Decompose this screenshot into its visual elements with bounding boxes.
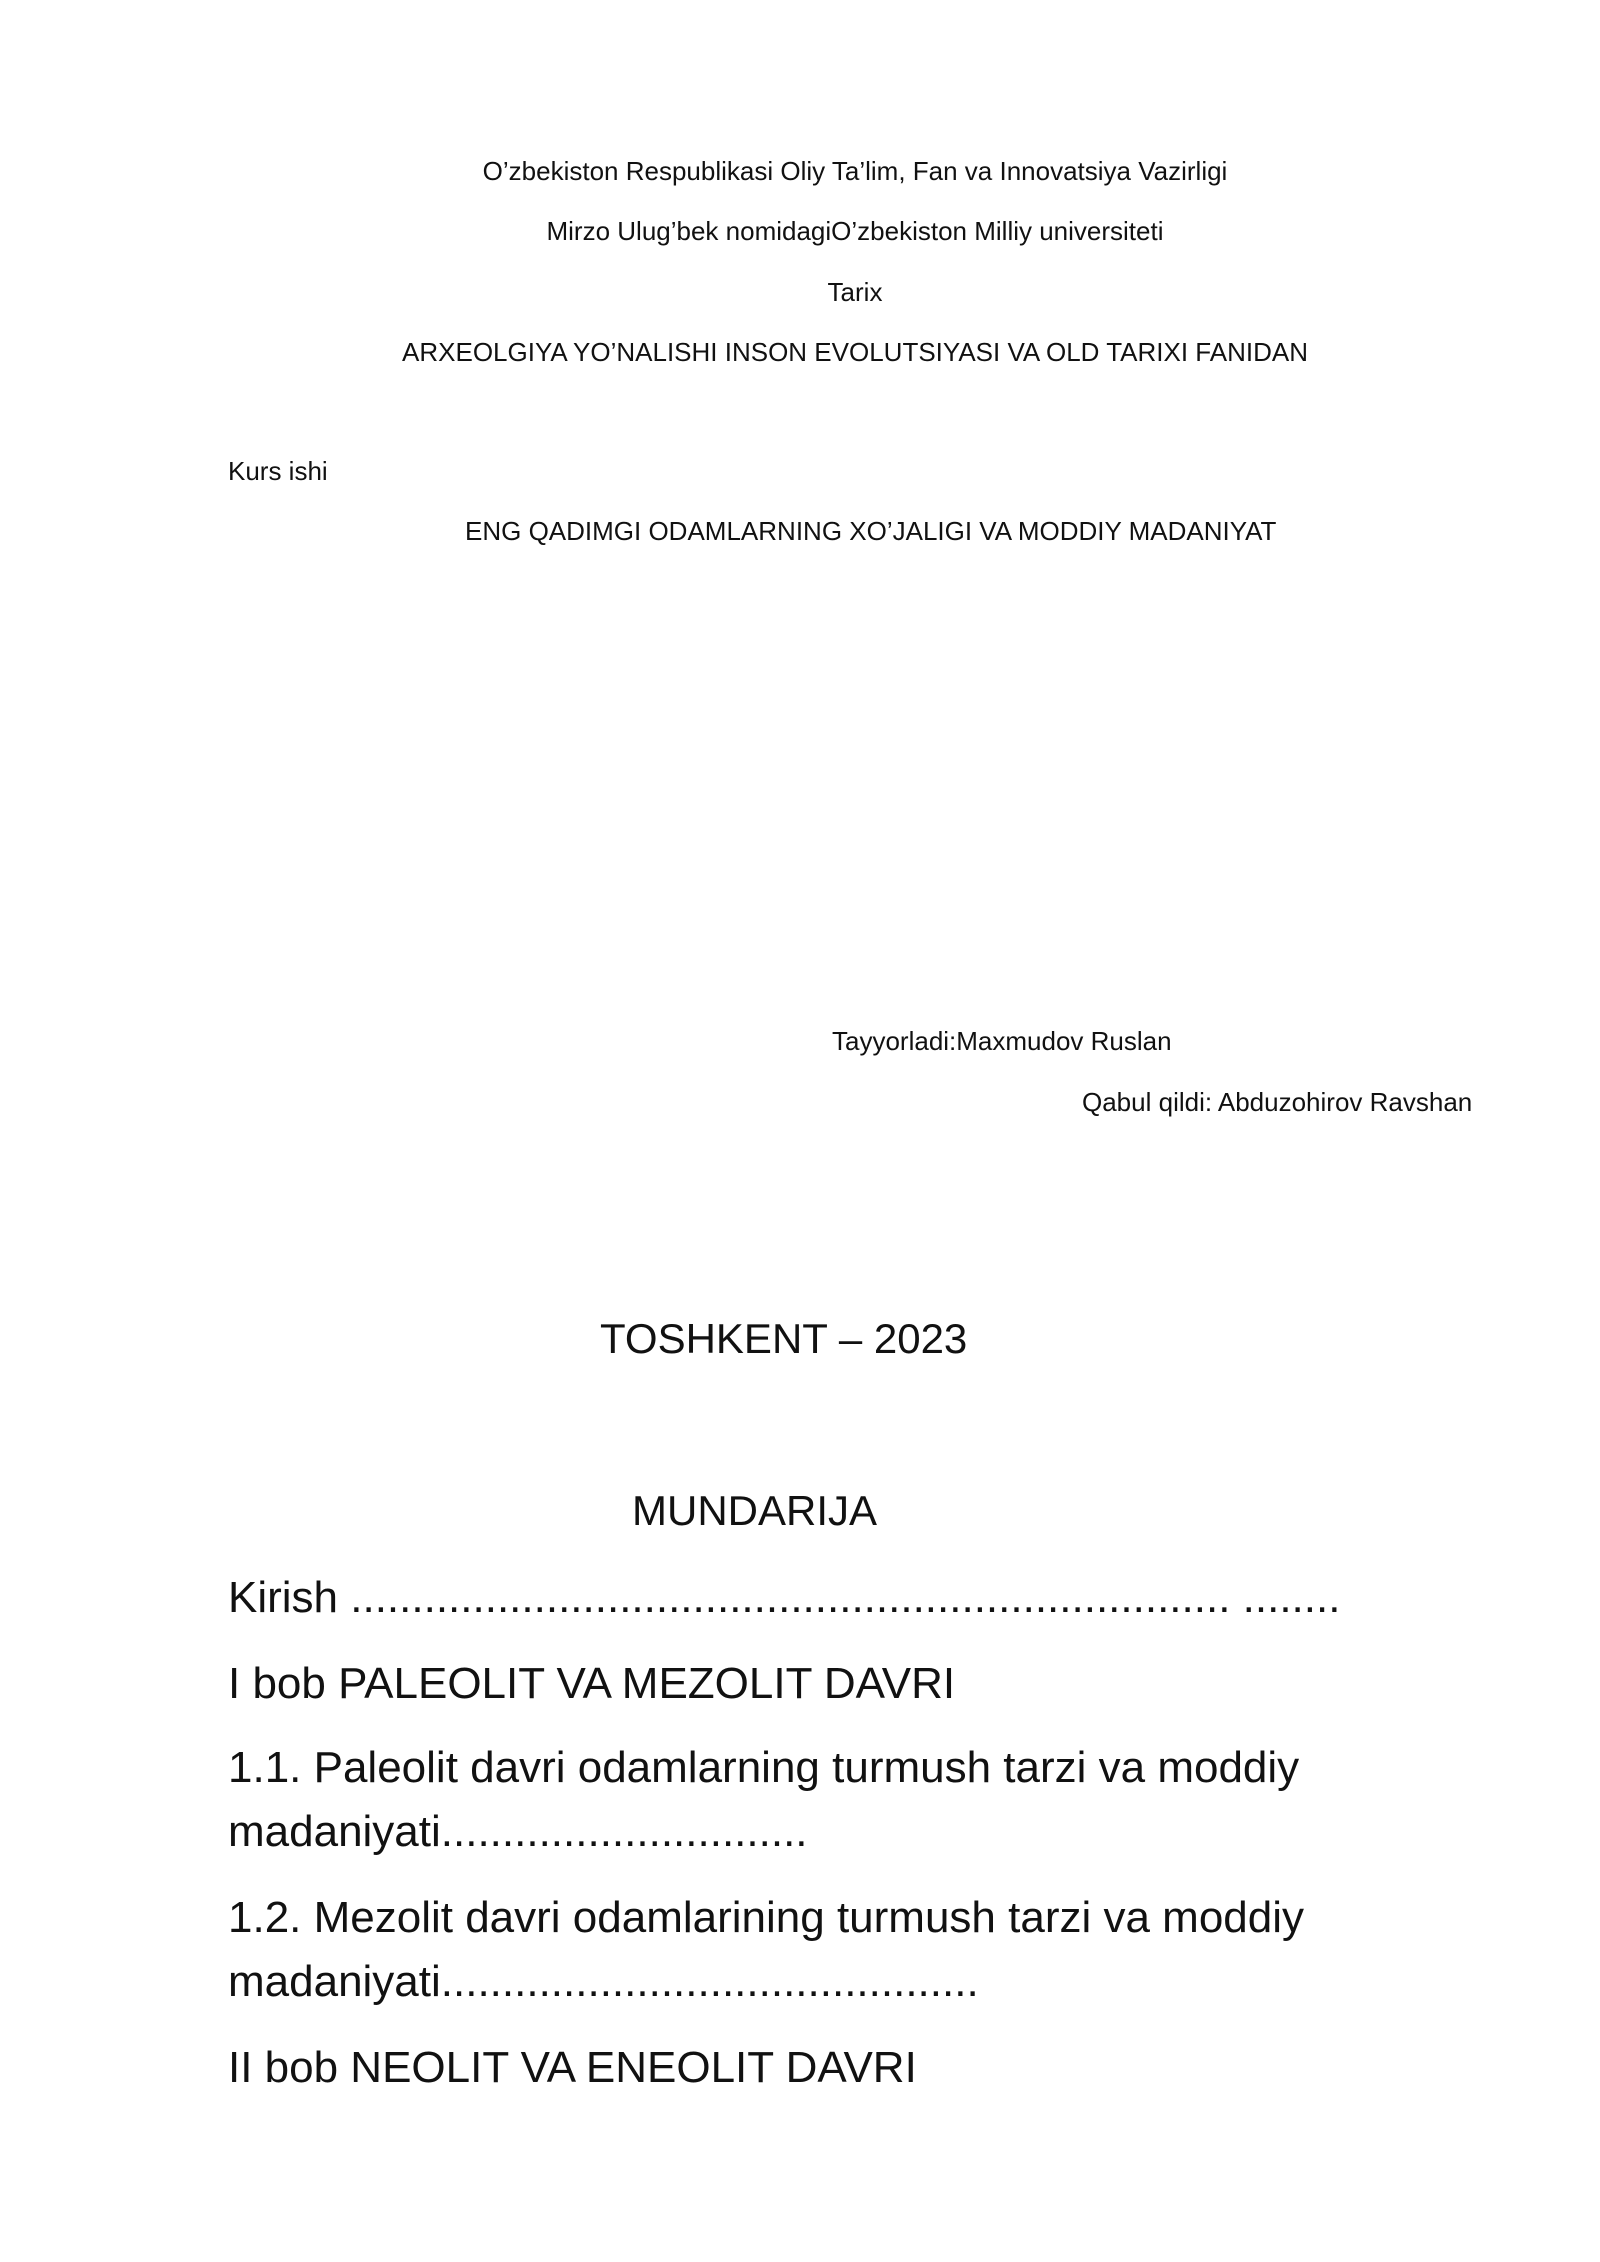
city-year: TOSHKENT – 2023 [600, 1315, 968, 1362]
faculty-name: Tarix [827, 277, 883, 307]
subject-name: ARXEOLGIYA YO’NALISHI INSON EVOLUTSIYASI VA OLD TARIXI FANIDAN [402, 337, 1308, 367]
contents-item-intro: Kirish ........................................................................ ........ [228, 1573, 1341, 1622]
contents-item-chapter-1: I bob PALEOLIT VA MEZOLIT DAVRI [228, 1659, 956, 1708]
contents-heading: MUNDARIJA [632, 1487, 878, 1534]
university-name: Mirzo Ulug’bek nomidagiO’zbekiston Milliy universiteti [546, 216, 1164, 246]
contents-item-section-1-1: 1.1. Paleolit davri odamlarning turmush tarzi va moddiy madaniyati.............................. [228, 1743, 1300, 1856]
work-title: ENG QADIMGI ODAMLARNING XO’JALIGI VA MODDIY MADANIYAT [465, 516, 1277, 546]
contents-item-section-1-2: 1.2. Mezolit davri odamlarining turmush tarzi va moddiy madaniyati............................................ [228, 1893, 1305, 2006]
prepared-by: Tayyorladi:Maxmudov Ruslan [832, 1026, 1172, 1056]
accepted-by: Qabul qildi: Abduzohirov Ravshan [1082, 1087, 1473, 1117]
work-type: Kurs ishi [228, 456, 328, 486]
contents-item-chapter-2: II bob NEOLIT VA ENEOLIT DAVRI [228, 2043, 917, 2092]
ministry-name: O’zbekiston Respublikasi Oliy Ta’lim, Fan va Innovatsiya Vazirligi [482, 156, 1228, 186]
